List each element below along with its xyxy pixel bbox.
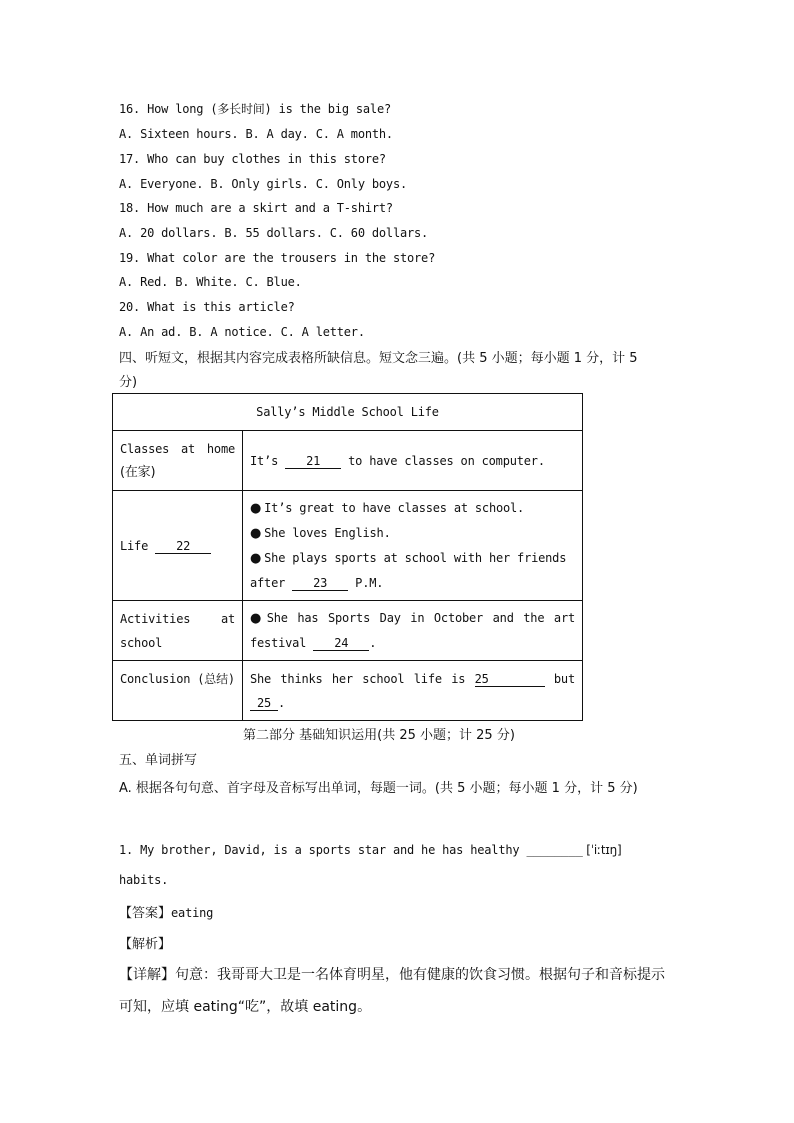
row-label-line: Activities at — [120, 611, 235, 626]
info-table — [112, 393, 583, 721]
row-content-life — [243, 491, 583, 601]
content-line — [250, 606, 575, 631]
text: She has Sports Day in October and the art — [266, 611, 575, 625]
table-title-row — [113, 394, 583, 431]
content-line — [250, 631, 575, 655]
table-row — [113, 491, 583, 601]
row-label-conclusion — [113, 661, 243, 721]
bullet-line — [250, 521, 575, 546]
row-label-life — [113, 491, 243, 601]
text: . — [278, 695, 286, 710]
detail-label: 【详解】 — [119, 967, 175, 983]
text: to have classes on computer. — [341, 453, 545, 468]
answer-line — [119, 902, 213, 922]
options-19: A. Red. B. White. C. Blue. — [119, 275, 302, 289]
text: P.M. — [348, 576, 384, 590]
row-content-activities — [243, 601, 583, 661]
phonetic: [ˈiːtɪŋ] — [582, 843, 622, 857]
question-17: 17. Who can buy clothes in this store? — [119, 152, 386, 166]
question-19: 19. What color are the trousers in the store? — [119, 251, 436, 265]
options-20: A. An ad. B. A notice. C. A letter. — [119, 325, 365, 339]
section4-instruction-line1: 四、听短文，根据其内容完成表格所缺信息。短文念三遍。(共 5 小题；每小题 1 分，计 5 — [119, 351, 638, 366]
bullet-icon: ● — [250, 501, 262, 516]
question-20: 20. What is this article? — [119, 300, 295, 314]
bullet-line — [250, 496, 575, 521]
blank-22: 22 — [155, 539, 211, 554]
text: It’s great to have classes at school. — [264, 501, 525, 515]
bullet-icon: ● — [250, 551, 262, 566]
bullet-line — [250, 546, 575, 571]
text: Life — [120, 538, 156, 553]
row-label-activities — [113, 601, 243, 661]
analysis-label: 【解析】 — [119, 937, 172, 952]
part2-heading: 第二部分 基础知识运用(共 25 小题；计 25 分) — [243, 728, 515, 743]
text: She loves English. — [264, 526, 391, 540]
table-row — [113, 661, 583, 721]
section5-sub-a: A. 根据各句句意、首字母及音标写出单词，每题一词。(共 5 小题；每小题 1 分，计 5 分) — [119, 781, 638, 796]
question-16: 16. How long (多长时间) is the big sale? — [119, 102, 391, 116]
options-18: A. 20 dollars. B. 55 dollars. C. 60 dollars. — [119, 226, 429, 240]
table-title: Sally’s Middle School Life — [113, 394, 583, 431]
blank-24: 24 — [313, 636, 369, 651]
answer-text: eating — [171, 906, 214, 920]
blank-25: 25 — [475, 672, 545, 687]
table-row — [113, 431, 583, 491]
detail-line2: 可知，应填 eating“吃”，故填 eating。 — [119, 999, 372, 1015]
section4-instruction-line2: 分) — [119, 375, 138, 390]
row-label-line: (在家) — [120, 464, 156, 480]
blank-23: 23 — [292, 576, 348, 591]
bullet-icon: ● — [250, 526, 262, 541]
content-line — [250, 691, 575, 715]
blank-25-b: 25 — [250, 696, 278, 711]
row-label-line: Classes at home — [120, 441, 235, 456]
text: It’s — [250, 453, 286, 468]
text: after — [250, 576, 293, 590]
row-content-conclusion — [243, 661, 583, 721]
text: festival — [250, 636, 314, 650]
question-18: 18. How much are a skirt and a T-shirt? — [119, 201, 393, 215]
bullet-line-cont — [250, 571, 575, 595]
row-label-line: school — [120, 635, 163, 650]
options-16: A. Sixteen hours. B. A day. C. A month. — [119, 127, 393, 141]
detail-line1 — [119, 964, 665, 984]
text: . — [369, 636, 377, 650]
text: She thinks her school life is — [250, 671, 475, 686]
blank-21: 21 — [285, 454, 341, 469]
content-line — [250, 667, 575, 691]
detail-text: 句意：我哥哥大卫是一名体育明星，他有健康的饮食习惯。根据句子和音标提示 — [175, 967, 665, 983]
section5-heading: 五、单词拼写 — [119, 753, 198, 768]
text: She plays sports at school with her friends — [264, 551, 567, 565]
text: but — [544, 671, 575, 686]
text: Conclusion (总结) — [120, 672, 235, 686]
row-label-classes — [113, 431, 243, 491]
answer-label: 【答案】 — [119, 906, 172, 921]
item1-question — [119, 843, 621, 857]
item1-question-line2: habits. — [119, 873, 169, 887]
answer-blank: ________ — [526, 843, 583, 857]
bullet-icon: ● — [250, 611, 264, 626]
row-content-classes — [243, 431, 583, 491]
text: 1. My brother, David, is a sports star and he has healthy — [119, 843, 527, 857]
options-17: A. Everyone. B. Only girls. C. Only boys. — [119, 177, 408, 191]
table-row — [113, 601, 583, 661]
